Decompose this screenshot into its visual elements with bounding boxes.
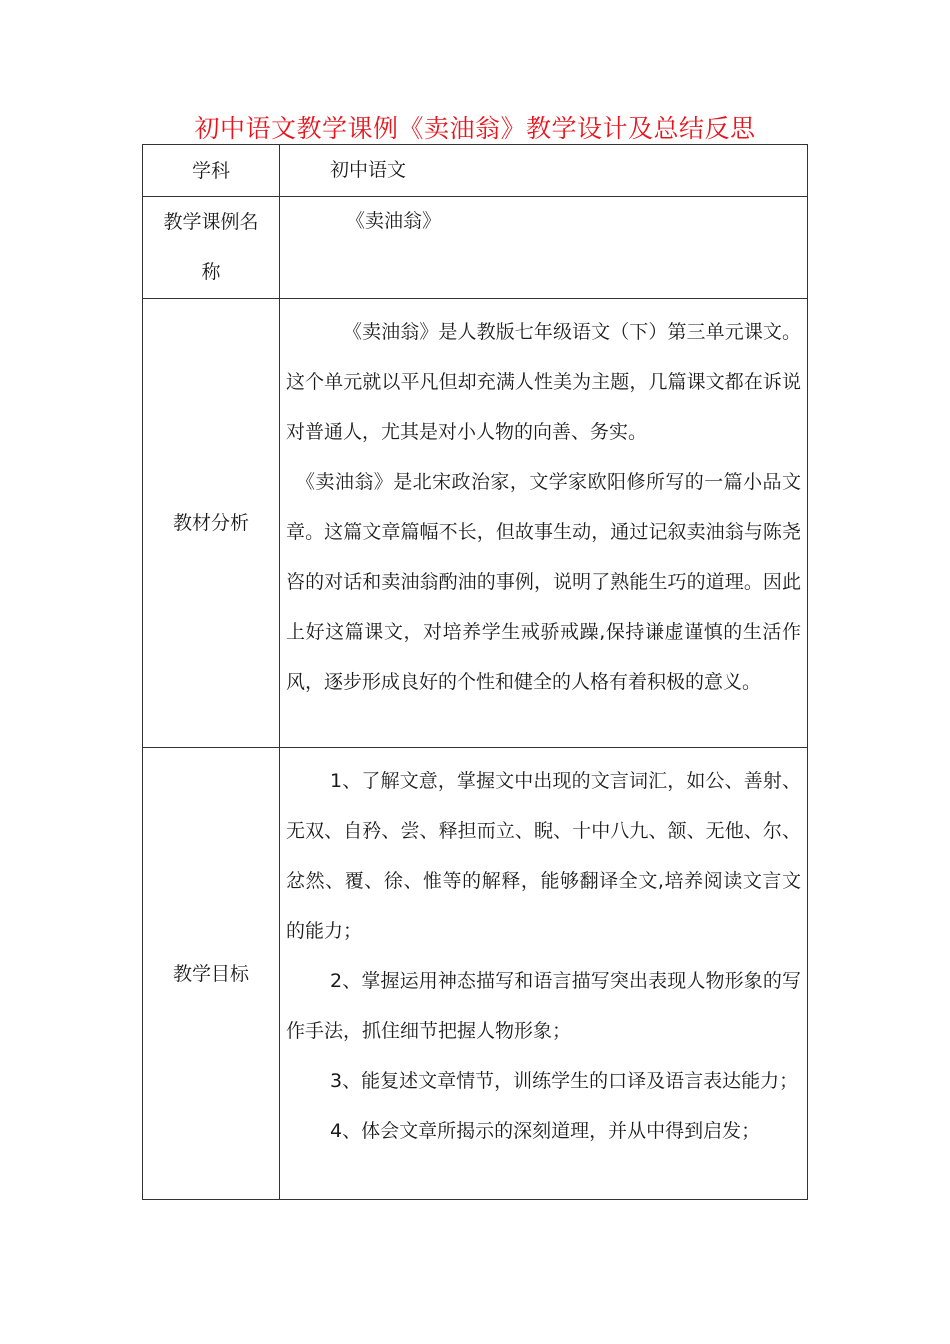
table-row-subject — [143, 145, 808, 197]
lesson-name-label — [143, 197, 280, 299]
lesson-name-label-line2: 称 — [201, 261, 221, 283]
goal-item: 1、了解文意，掌握文中出现的文言词汇，如公、善射、无双、自矜、尝、释担而立、睨、十中八九、颔、无他、尔、忿然、覆、徐、惟等的解释，能够翻译全文,培养阅读文言文的能力； — [286, 770, 801, 942]
lesson-design-table — [142, 144, 808, 1200]
goals-content — [280, 748, 808, 1200]
goal-item: 3、能复述文章情节，训练学生的口译及语言表达能力； — [330, 1070, 799, 1092]
subject-label: 学科 — [143, 145, 280, 197]
goal-item: 2、掌握运用神态描写和语言描写突出表现人物形象的写作手法，抓住细节把握人物形象； — [286, 970, 801, 1042]
goal-item: 4、体会文章所揭示的深刻道理，并从中得到启发； — [330, 1120, 761, 1142]
table-row-goals — [143, 748, 808, 1200]
analysis-label: 教材分析 — [143, 299, 280, 748]
lesson-name-value-cell — [280, 197, 808, 299]
table-row-lesson-name — [143, 197, 808, 299]
goals-label: 教学目标 — [143, 748, 280, 1200]
page-title: 初中语文教学课例《卖油翁》教学设计及总结反思 — [194, 114, 756, 143]
analysis-paragraph: 《卖油翁》是人教版七年级语文（下）第三单元课文。这个单元就以平凡但却充满人性美为主题，几篇课文都在诉说对普通人，尤其是对小人物的向善、务实。 — [286, 321, 801, 443]
analysis-paragraph: 《卖油翁》是北宋政治家，文学家欧阳修所写的一篇小品文章。这篇文章篇幅不长，但故事生动，通过记叙卖油翁与陈尧咨的对话和卖油翁酌油的事例，说明了熟能生巧的道理。因此上好这篇课文，对培养学生戒骄戒躁,保持谦虚谨慎的生活作风，逐步形成良好的个性和健全的人格有着积极的意义。 — [286, 471, 801, 693]
analysis-content — [280, 299, 808, 748]
lesson-name-value: 《卖油翁》 — [346, 210, 442, 232]
lesson-name-label-line1: 教学课例名 — [163, 211, 259, 233]
subject-value-cell — [280, 145, 808, 197]
table-row-analysis — [143, 299, 808, 748]
subject-value: 初中语文 — [330, 159, 407, 181]
